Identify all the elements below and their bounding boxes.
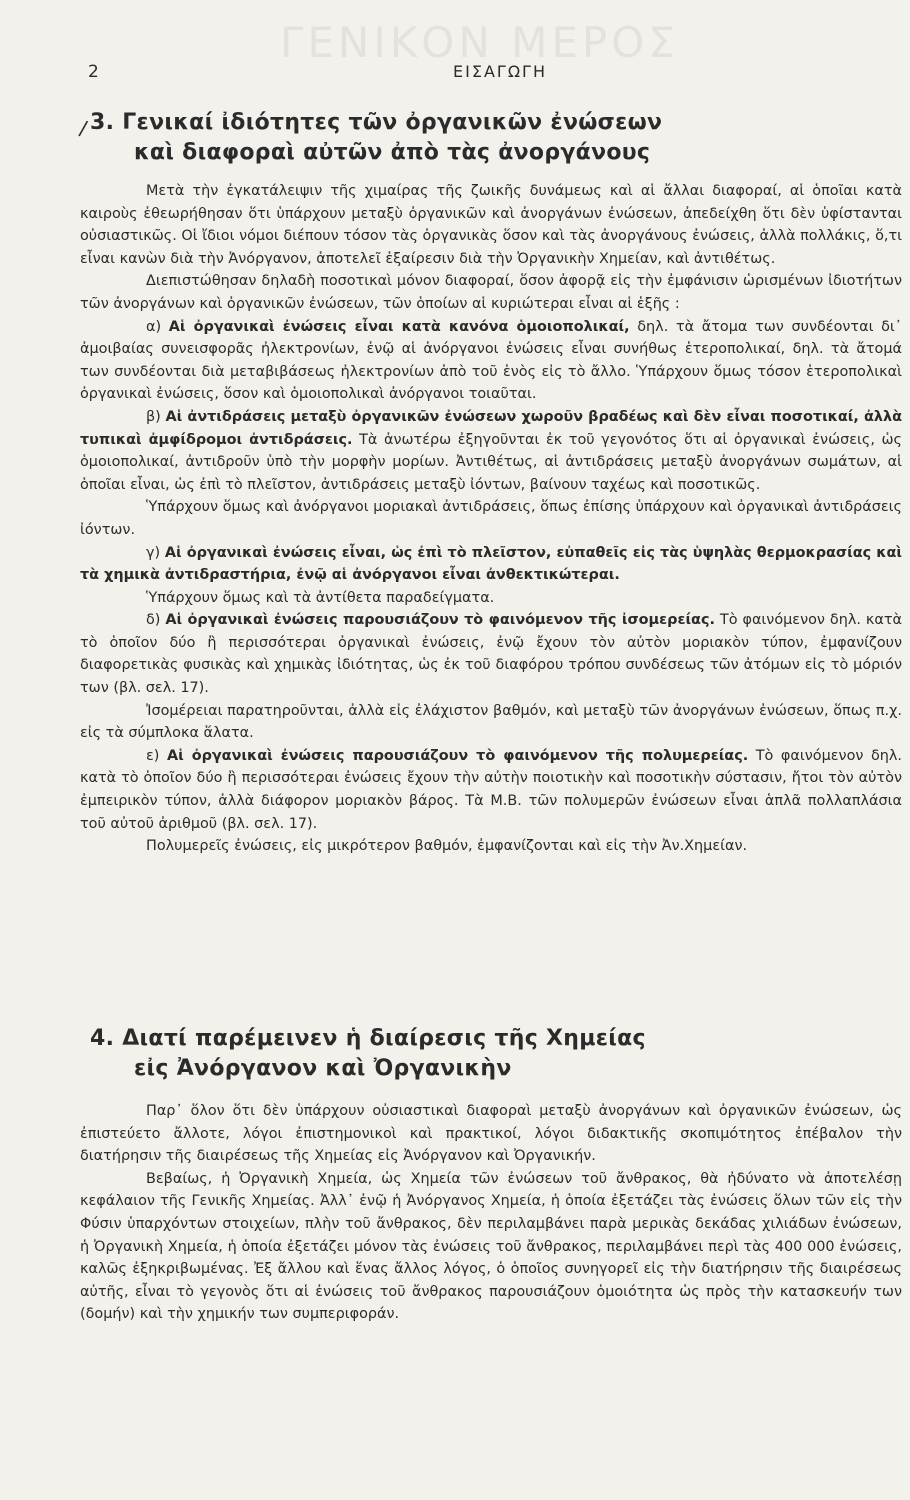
intro-paragraph: Μετὰ τὴν ἐγκατάλειψιν τῆς χιμαίρας τῆς ζωικῆς δυνάμεως καὶ αἱ ἄλλαι διαφοραί, αἱ ὁποῖαι κατὰ καιροὺς ἐθεωρήθησαν ὅτι ὑπάρχουν μεταξὺ ὀργανικῶν καὶ ἀνοργάνων ἐνώσεων, ἀπεδείχθη ὅτι δὲν ὑφίστανται οὐσιαστικῶς. Οἱ ἴδιοι νόμοι διέπουν τόσον τὰς ὀργανικὰς ὅσον καὶ τὰς ἀνοργάνους ἐνώσεις, ἀλλὰ πολλάκις, ὅ,τι εἶναι κανὼν διὰ τὴν Ἀνόργανον, ἀποτελεῖ ἐξαίρεσιν διὰ τὴν Ὀργανικὴν Χημείαν, καὶ ἀντιθέτως.: [80, 183, 902, 267]
item-d-prefix: δ): [146, 612, 166, 629]
item-c-prefix: γ): [146, 544, 165, 561]
item-d-bold: Αἱ ὀργανικαὶ ἐνώσεις παρουσιάζουν τὸ φαινόμενον τῆς ἰσομερείας.: [165, 612, 715, 629]
section-4-body: [80, 1100, 902, 1326]
section-3-heading: [90, 108, 662, 168]
item-e-extra: Πολυμερεῖς ἐνώσεις, εἰς μικρότερον βαθμόν, ἐμφανίζονται καὶ εἰς τὴν Ἀν.Χημείαν.: [146, 838, 748, 855]
item-a-bold: Αἱ ὀργανικαὶ ἐνώσεις εἶναι κατὰ κανόνα ὁμοιοπολικαί,: [168, 318, 630, 335]
item-a-rest: δηλ. τὰ ἄτομα των συνδέονται δι᾽ ἀμοιβαίας συνεισφορᾶς ἠλεκτρονίων, ἐνῷ αἱ ἀνόργανοι ἐνώσεις εἶναι συνήθως ἑτεροπολικαί, δηλ. τὰ ἄτομά των συνδέονται διὰ μεταβιβάσεως ἠλεκτρονίων ἀπὸ τοῦ ἑνὸς εἰς τὸ ἄλλο. Ὑπάρχουν ὅμως τόσον ἑτεροπολικαὶ ὀργανικαὶ ἐνώσεις, ὅσον καὶ ὁμοιοπολικαὶ ἀνόργανοι τοιαῦται.: [80, 318, 902, 403]
section-3-heading-line1: 3. Γενικαί ἰδιότητες τῶν ὀργανικῶν ἐνώσεων: [90, 110, 663, 135]
item-a: [80, 316, 902, 406]
running-head: ΕΙΣΑΓΩΓΗ: [453, 62, 547, 81]
item-d-extra: Ἰσομέρειαι παρατηροῦνται, ἀλλὰ εἰς ἐλάχιστον βαθμόν, καὶ μεταξὺ τῶν ἀνοργάνων ἐνώσεων, ὅπως π.χ. εἰς τὰ σύμπλοκα ἅλατα.: [80, 702, 902, 742]
item-b-extra: Ὑπάρχουν ὅμως καὶ ἀνόργανοι μοριακαὶ ἀντιδράσεις, ὅπως ἐπίσης ὑπάρχουν καὶ ὀργανικαὶ ἀντιδράσεις ἰόντων.: [80, 499, 902, 538]
section-4-heading-line2: εἰς Ἀνόργανον καὶ Ὀργανικὴν: [134, 1056, 512, 1081]
section-4-paragraph-2: Βεβαίως, ἡ Ὀργανικὴ Χημεία, ὡς Χημεία τῶν ἐνώσεων τοῦ ἄνθρακος, θὰ ἠδύνατο νὰ ἀποτελέσῃ κεφάλαιον τῆς Γενικῆς Χημείας. Ἀλλ᾽ ἐνῷ ἡ Ἀνόργανος Χημεία, ἡ ὁποία ἐξετάζει τὰς ἐνώσεις ὅλων τῶν εἰς τὴν Φύσιν ὑπαρχόντων στοιχείων, πλὴν τοῦ ἄνθρακος, δὲν περιλαμβάνει παρὰ μερικὰς δεκάδας χιλιάδων ἐνώσεων, ἡ Ὀργανικὴ Χημεία, ἡ ὁποία ἐξετάζει μόνον τὰς ἐνώσεις τοῦ ἄνθρακος, περιλαμβάνει περὶ τὰς 400 000 ἐνώσεις, καλῶς ἐξηκριβωμένας. Ἐξ ἄλλου καὶ ἕνας ἄλλος λόγος, ὁ ὁποῖος συνηγορεῖ εἰς τὴν διατήρησιν τῆς διαιρέσεως αὐτῆς, εἶναι τὸ γεγονὸς ὅτι αἱ ἐνώσεις τοῦ ἄνθρακος παρουσιάζουν ὁμοιότητα ὡς πρὸς τὴν κατασκευήν των (δομήν) καὶ τὴν χημικήν των συμπεριφοράν.: [80, 1170, 902, 1323]
section-3-body: [80, 180, 902, 858]
bleed-through-heading: ΓΕΝΙΚΟΝ ΜΕΡΟΣ: [280, 18, 679, 67]
item-a-prefix: α): [146, 318, 169, 335]
section-4-heading-line1: 4. Διατί παρέμεινεν ἡ διαίρεσις τῆς Χημείας: [90, 1026, 646, 1051]
section-3-heading-line2: καὶ διαφοραὶ αὐτῶν ἀπὸ τὰς ἀνοργάνους: [134, 140, 651, 165]
item-c-bold: Αἱ ὀργανικαὶ ἐνώσεις εἶναι, ὡς ἐπὶ τὸ πλεῖστον, εὐπαθεῖς εἰς τὰς ὑψηλὰς θερμοκρασίας καὶ τὰ χημικὰ ἀντιδραστήρια, ἐνῷ αἱ ἀνόργανοι εἶναι ἀνθεκτικώτεραι.: [80, 544, 902, 584]
page-number: 2: [88, 62, 99, 82]
item-b-bold: Αἱ ἀντιδράσεις μεταξὺ ὀργανικῶν ἐνώσεων χωροῦν βραδέως καὶ δὲν εἶναι ποσοτικαί, ἀλλὰ τυπικαὶ ἀμφίδρομοι ἀντιδράσεις.: [80, 408, 903, 448]
item-e-bold: Αἱ ὀργανικαὶ ἐνώσεις παρουσιάζουν τὸ φαινόμενον τῆς πολυμερείας.: [166, 747, 749, 764]
item-d-rest: Τὸ φαινόμενον δηλ. κατὰ τὸ ὁποῖον δύο ἢ περισσότεραι ὀργανικαὶ ἐνώσεις, ἐνῷ ἔχουν τὸν αὐτὸν μοριακὸν τύπον, ἐμφανίζουν διαφορετικὰς φυσικὰς καὶ χημικὰς ἰδιότητας, ὡς ἐκ τοῦ διαφόρου τρόπου συνδέσεως τῶν ἀτόμων εἰς τὸ μόριόν των (βλ. σελ. 17).: [80, 612, 902, 697]
margin-mark: /: [77, 115, 90, 141]
item-b: [80, 406, 902, 496]
section-4-paragraph-1: Παρ᾽ ὅλον ὅτι δὲν ὑπάρχουν οὐσιαστικαὶ διαφοραὶ μεταξὺ ἀνοργάνων καὶ ὀργανικῶν ἐνώσεων, ὡς ἐπιστεύετο ἄλλοτε, λόγοι ἐπιστημονικοὶ καὶ πρακτικοί, λόγοι διδακτικῆς σκοπιμότητος ἐπέβαλον τὴν διατήρησιν τῆς διαιρέσεως τῆς Χημείας εἰς Ἀνόργανον καὶ Ὀργανικήν.: [80, 1103, 902, 1165]
section-4-heading: [90, 1024, 646, 1084]
item-b-rest: Τὰ ἀνωτέρω ἐξηγοῦνται ἐκ τοῦ γεγονότος ὅτι αἱ ὀργανικαὶ ἐνώσεις, ὡς ὁμοιοπολικαί, ἀντιδροῦν ὑπὸ τὴν μορφὴν μορίων. Ἀντιθέτως, αἱ ἀντιδράσεις μεταξὺ ἀνοργάνων σωμάτων, αἱ ὁποῖαι εἶναι, ὡς ἐπὶ τὸ πλεῖστον, ἀντιδράσεις μεταξὺ ἰόντων, βαίνουν ταχέως καὶ ποσοτικῶς.: [80, 431, 902, 493]
item-d: [80, 609, 902, 699]
item-b-prefix: β): [146, 408, 166, 425]
item-c-extra: Ὑπάρχουν ὅμως καὶ τὰ ἀντίθετα παραδείγματα.: [146, 589, 495, 606]
item-c: [80, 542, 902, 587]
item-e: [80, 745, 902, 835]
item-e-rest: Τὸ φαινόμενον δηλ. κατὰ τὸ ὁποῖον δύο ἢ περισσότεραι ἐνώσεις ἔχουν τὴν αὐτὴν ποιοτικὴν καὶ ποσοτικὴν σύστασιν, ἤτοι τὸν αὐτὸν ἐμπειρικὸν τύπον, ἀλλὰ διάφορον μοριακὸν βάρος. Τὰ Μ.Β. τῶν πολυμερῶν ἐνώσεων εἶναι ἁπλᾶ πολλαπλάσια τοῦ αὐτοῦ ἀριθμοῦ (βλ. σελ. 17).: [80, 747, 903, 832]
established-paragraph: Διεπιστώθησαν δηλαδὴ ποσοτικαὶ μόνον διαφοραί, ὅσον ἀφορᾷ εἰς τὴν ἐμφάνισιν ὡρισμένων ἰδιοτήτων τῶν ἀνοργάνων καὶ ὀργανικῶν ἐνώσεων, τῶν ὁποίων αἱ κυριώτεραι εἶναι αἱ ἑξῆς :: [80, 273, 902, 312]
item-e-prefix: ε): [146, 747, 167, 764]
